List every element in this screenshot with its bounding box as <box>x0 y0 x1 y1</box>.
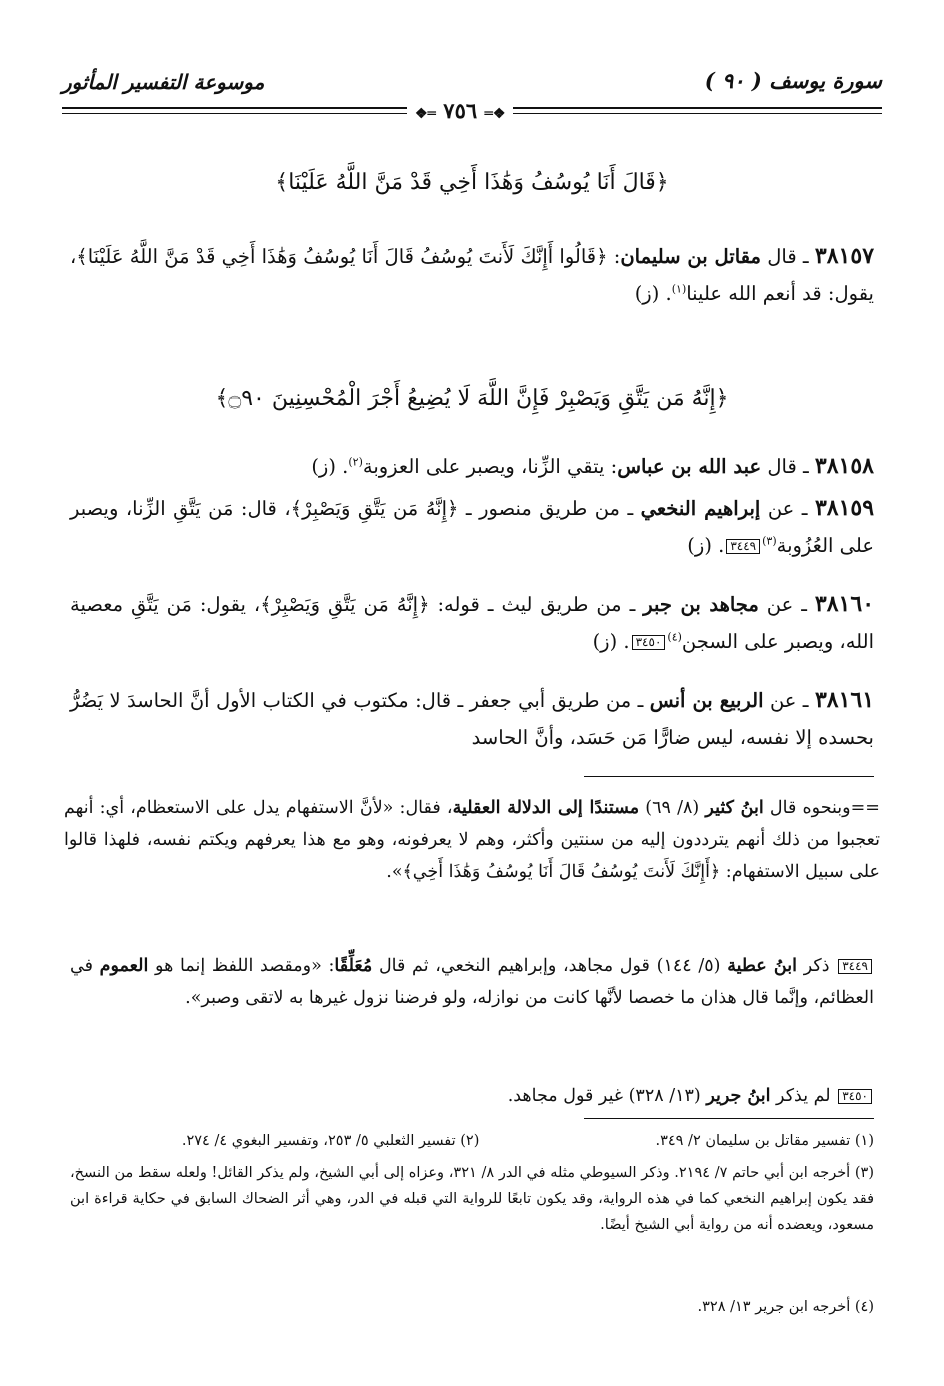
narrator-name: مقاتل بن سليمان <box>620 245 761 268</box>
narrator-name: مجاهد بن جبر <box>643 593 759 616</box>
quran-quote: ﴿قَالُوا أَإِنَّكَ لَأَنتَ يُوسُفُ قَالَ أَنَا يُوسُفُ وَهَٰذَا أَخِي قَدْ مَنَّ اللَّهُ عَلَيْنَا﴾ <box>76 245 608 268</box>
footnote-4: (٤) أخرجه ابن جرير ١٣/ ٣٢٨. <box>697 1299 874 1315</box>
narrator-name: عبد الله بن عباس <box>617 455 762 478</box>
commentary-ref-box[interactable]: ٣٤٤٩ <box>838 959 872 974</box>
narration-lead: ـ عن <box>769 689 809 712</box>
narration-number: ٣٨١٥٨ <box>814 453 874 479</box>
page-number-group <box>407 98 513 123</box>
narration-38160 <box>70 586 874 660</box>
commentary-note-1 <box>64 792 880 888</box>
narration-38158 <box>70 448 874 485</box>
scholar-name: ابنُ كثير <box>705 798 764 818</box>
source-tag: . (ز) <box>311 455 349 478</box>
note-text: قول مجاهد، وإبراهيم النخعي، ثم قال <box>378 956 650 976</box>
page-number: ٧٥٦ <box>443 98 478 123</box>
narration-lead: ـ قال <box>767 455 809 478</box>
note-text: غير قول مجاهد. <box>507 1086 624 1106</box>
quran-verse-text: ﴿إِنَّهُ مَن يَتَّقِ وَيَصْبِرْ فَإِنَّ اللَّهَ لَا يُضِيعُ أَجْرَ الْمُحْسِنِينَ ۝٩٠﴾ <box>215 386 729 411</box>
note-text: في العظائم، وإنَّما قال هذان ما خصصا لأنَّها كانت من نوازله، ولو فرضنا نزول غيرها به لاتقى وصبر». <box>70 956 874 1008</box>
narration-lead: ـ قال <box>767 245 809 268</box>
notes-separator <box>584 776 874 777</box>
note-text: وبنحوه قال <box>769 798 851 818</box>
surah-title: سورة يوسف ( ٩٠ ) <box>704 68 882 93</box>
narration-number: ٣٨١٦١ <box>814 687 875 713</box>
narration-lead: ـ عن <box>767 497 808 520</box>
scholar-name: ابنُ جرير <box>706 1086 771 1106</box>
quran-verse-heading: ﴿قَالَ أَنَا يُوسُفُ وَهَٰذَا أَخِي قَدْ مَنَّ اللَّهُ عَلَيْنَا﴾ <box>275 170 669 195</box>
narration-38157: ٣٨١٥٧ ـ قال مقاتل بن سليمان: ﴿قَالُوا أَإِنَّكَ لَأَنتَ يُوسُفُ قَالَ أَنَا يُوسُفُ وَهَٰذَا أَخِي قَدْ مَنَّ اللَّهُ عَلَيْنَا﴾، يقول: قد أنعم الله علينا$^{(١)}$. (ز) <box>70 243 875 305</box>
narrator-name: الربيع بن أنس <box>649 689 764 712</box>
quran-verse-heading <box>70 384 874 414</box>
page-header <box>62 62 882 126</box>
narration-text: ـ من طريق ليث ـ قوله: <box>437 593 636 616</box>
footnote-1: (١) تفسير مقاتل بن سليمان ٢/ ٣٤٩. <box>655 1133 874 1149</box>
footnote-3: (٣) أخرجه ابن أبي حاتم ٧/ ٢١٩٤. وذكر السيوطي مثله في الدر ٨/ ٣٢١، وعزاه إلى أبي الشيخ، ولم يذكر القائل! ولعله سقط من النسخ، فقد يكون إبراهيم النخعي كما في هذه الرواية، وقد يكون تابعًا للرواية التي قبله في الدر، وهي أثر الضحاك السابق في حكاية قراءة ابن مسعود، ويعضده أنه من رواية أبي الشيخ أيضًا. <box>70 1165 874 1233</box>
footnote-ref: (٤) <box>667 630 682 644</box>
narration-number: ٣٨١٦٠ <box>814 591 875 617</box>
scholar-name: ابنُ عطية <box>727 956 797 976</box>
footnote-ref: (٣) <box>762 534 777 548</box>
ornament-icon: ❖═ <box>415 106 436 122</box>
narration-text: : يتقي الزِّنا، ويصبر على العزوبة <box>362 455 618 478</box>
footnote-ref: (٢) <box>348 455 363 469</box>
ornament-icon: ═❖ <box>484 106 506 122</box>
narration-text: ـ من طريق أبي جعفر ـ قال: مكتوب في الكتاب الأول أنَّ الحاسدَ لا يَضُرُّ بحسده إلا نفسه، ليس ضارًّا مَن حَسَد، وأنَّ الحاسد <box>70 689 874 749</box>
commentary-ref-box[interactable]: ٣٤٥٠ <box>838 1089 872 1104</box>
continuation-mark: == <box>850 798 880 818</box>
narration-38159 <box>70 490 874 564</box>
note-text: ذكر <box>803 956 830 976</box>
citation-ref: (٥/ ١٤٤) <box>656 956 721 976</box>
narration-38161 <box>70 682 874 756</box>
note-text: ». <box>386 862 403 882</box>
source-tag: . (ز) <box>687 534 725 557</box>
note-emphasis: العموم <box>99 956 149 976</box>
quran-quote: ﴿إِنَّهُ مَن يَتَّقِ وَيَصْبِرْ﴾ <box>290 497 459 520</box>
commentary-ref-box[interactable]: ٣٤٥٠ <box>632 635 666 650</box>
footnotes-row-1 <box>70 1128 874 1154</box>
narration-text: ، يقول: مَن يَتَّقِ معصية الله، ويصبر على السجن <box>70 593 874 653</box>
quran-quote: ﴿إِنَّهُ مَن يَتَّقِ وَيَصْبِرْ﴾ <box>260 593 430 616</box>
note-text: لم يذكر <box>776 1086 831 1106</box>
narration-number: ٣٨١٥٩ <box>814 495 875 521</box>
note-text: : «ومقصد اللفظ إنما هو <box>155 956 335 976</box>
commentary-note-3449 <box>70 950 874 1014</box>
quran-quote: ﴿أَإِنَّكَ لَأَنتَ يُوسُفُ قَالَ أَنَا يُوسُفُ وَهَٰذَا أَخِي﴾ <box>402 862 721 882</box>
footnote-2: (٢) تفسير الثعلبي ٥/ ٢٥٣، وتفسير البغوي ٤/ ٢٧٤. <box>181 1133 480 1149</box>
note-text: ، فقال: «لأنَّ الاستفهام يدل على الاستعظام، أي: أنهم تعجبوا من ذلك أنهم يترددون إليه من سنتين وأكثر، وهم لا يعرفونه، وهو مع هذا يعرفهم ويكتم نفسه، فلهذا قالوا على سبيل الاستفهام: <box>64 798 880 882</box>
narrator-name: إبراهيم النخعي <box>640 497 761 520</box>
note-emphasis: مُعَلِّقًا <box>334 956 373 976</box>
narration-text: ـ من طريق منصور ـ <box>465 497 634 520</box>
footnote-ref: (١) <box>671 282 687 296</box>
citation-ref: (٨/ ٦٩) <box>645 798 700 818</box>
narration-lead: ـ عن <box>766 593 807 616</box>
narration-text: ، يقول: قد أنعم الله علينا <box>70 245 874 305</box>
commentary-ref-box[interactable]: ٣٤٤٩ <box>726 539 760 554</box>
source-tag: . (ز) <box>592 630 630 653</box>
footnotes-separator <box>584 1118 874 1119</box>
note-emphasis: مستندًا إلى الدلالة العقلية <box>452 798 640 818</box>
citation-ref: (١٣/ ٣٢٨) <box>628 1086 701 1106</box>
source-tag: . (ز) <box>634 282 672 305</box>
narration-text: ، قال: مَن يَتَّقِ الزِّنا، ويصبر على العُزُوبة <box>70 497 874 557</box>
book-title: موسوعة التفسير المأثور <box>62 70 265 94</box>
commentary-note-3450 <box>70 1080 874 1112</box>
narration-number: ٣٨١٥٧ <box>814 243 875 269</box>
